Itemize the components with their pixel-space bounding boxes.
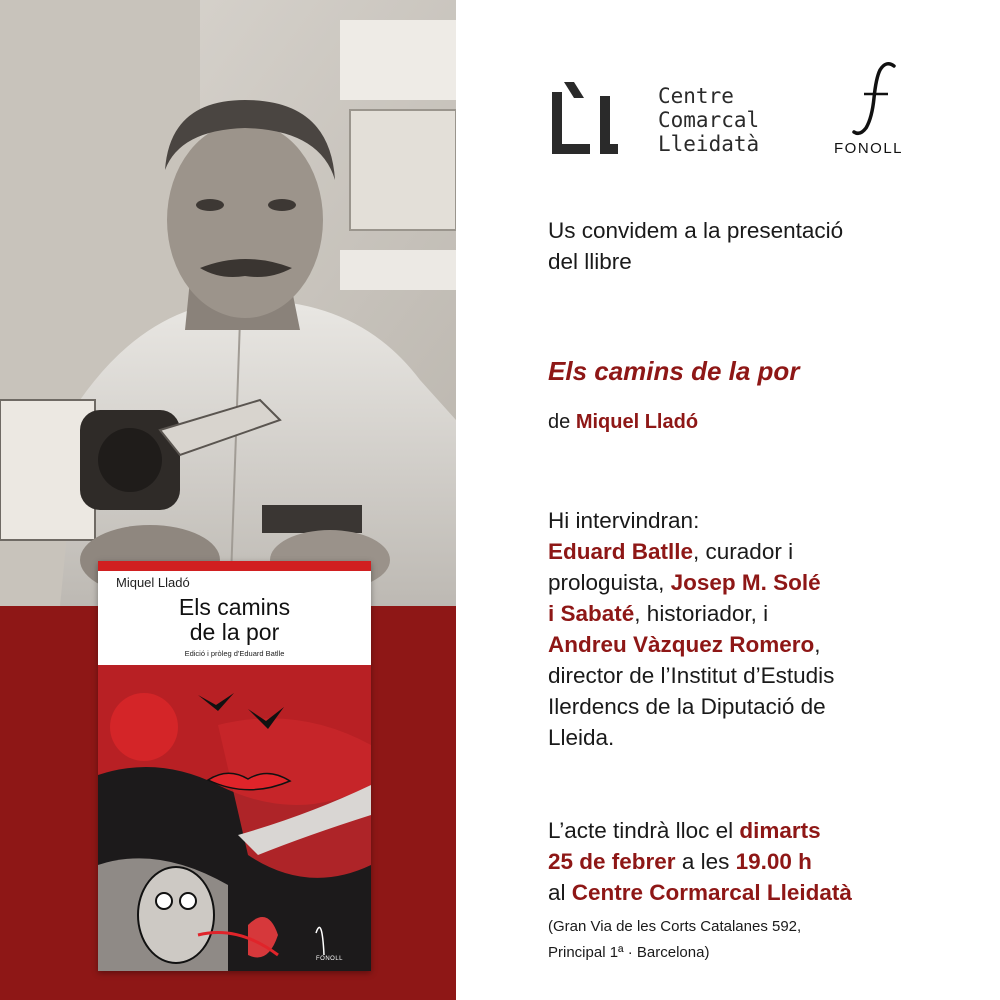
speaker-3-role-a: , xyxy=(814,632,821,657)
speaker-2-role: , historiador, i xyxy=(634,601,769,626)
speaker-3-role-c: Ilerdencs de la Diputació de xyxy=(548,694,826,719)
fonoll-logo-icon xyxy=(848,58,908,138)
speaker-1-role-a: , curador i xyxy=(693,539,794,564)
logo-line3: Lleidatà xyxy=(658,132,760,156)
event-venue: Centre Cormarcal Lleidatà xyxy=(571,880,852,905)
fonoll-logo-text: FONOLL xyxy=(834,140,904,157)
cover-title-line1: Els camins xyxy=(178,594,291,620)
book-author: Miquel Lladó xyxy=(575,411,699,433)
event-al: al xyxy=(548,880,572,905)
right-panel xyxy=(456,0,1000,1000)
logo-line2: Comarcal xyxy=(658,108,760,132)
address-line1: (Gran Via de les Corts Catalanes 592, xyxy=(548,918,802,935)
cover-subtitle: Edició i pròleg d'Eduard Batlle xyxy=(184,649,285,658)
cover-title xyxy=(98,595,371,645)
book-by-prefix: de xyxy=(548,411,576,433)
speaker-1-role-b: prologuista, xyxy=(548,570,671,595)
speaker-3-name: Andreu Vàzquez Romero xyxy=(548,632,815,657)
event-time: 19.00 h xyxy=(735,849,812,874)
speakers-block xyxy=(548,505,834,753)
author-photo xyxy=(0,0,456,606)
centre-comarcal-logo-text xyxy=(658,84,759,156)
book-title-text: Els camins de la por xyxy=(548,356,800,386)
event-at: a les xyxy=(675,849,736,874)
event-block xyxy=(548,815,852,908)
left-panel xyxy=(0,0,456,1000)
speaker-1-name: Eduard Batlle xyxy=(548,539,694,564)
cover-top-bar xyxy=(98,561,371,571)
speaker-3-role-d: Lleida. xyxy=(548,725,615,750)
speaker-3-role-b: director de l’Institut d’Estudis xyxy=(548,663,835,688)
cover-title-line2: de la por xyxy=(189,619,280,645)
speaker-2-name-b: i Sabaté xyxy=(548,601,635,626)
centre-comarcal-logo-icon xyxy=(550,82,620,154)
speakers-intro: Hi intervindran: xyxy=(548,508,700,533)
event-line1-text: L’acte tindrà lloc el xyxy=(548,818,740,843)
address-block xyxy=(548,914,801,966)
invite-line1: Us convidem a la presentació xyxy=(548,218,844,243)
address-line2: Principal 1ª · Barcelona) xyxy=(548,944,710,961)
book-title xyxy=(548,356,799,388)
event-date: 25 de febrer xyxy=(548,849,676,874)
cover-publisher: FONOLL xyxy=(316,956,344,962)
event-day: dimarts xyxy=(739,818,821,843)
logo-line1: Centre xyxy=(658,84,734,108)
book-author-line xyxy=(548,407,698,438)
invite-line2: del llibre xyxy=(548,249,632,274)
book-cover xyxy=(98,561,371,971)
invite-text xyxy=(548,215,843,277)
cover-illustration xyxy=(98,665,371,971)
speaker-2-name-a: Josep M. Solé xyxy=(670,570,821,595)
cover-author: Miquel Lladó xyxy=(116,575,190,590)
